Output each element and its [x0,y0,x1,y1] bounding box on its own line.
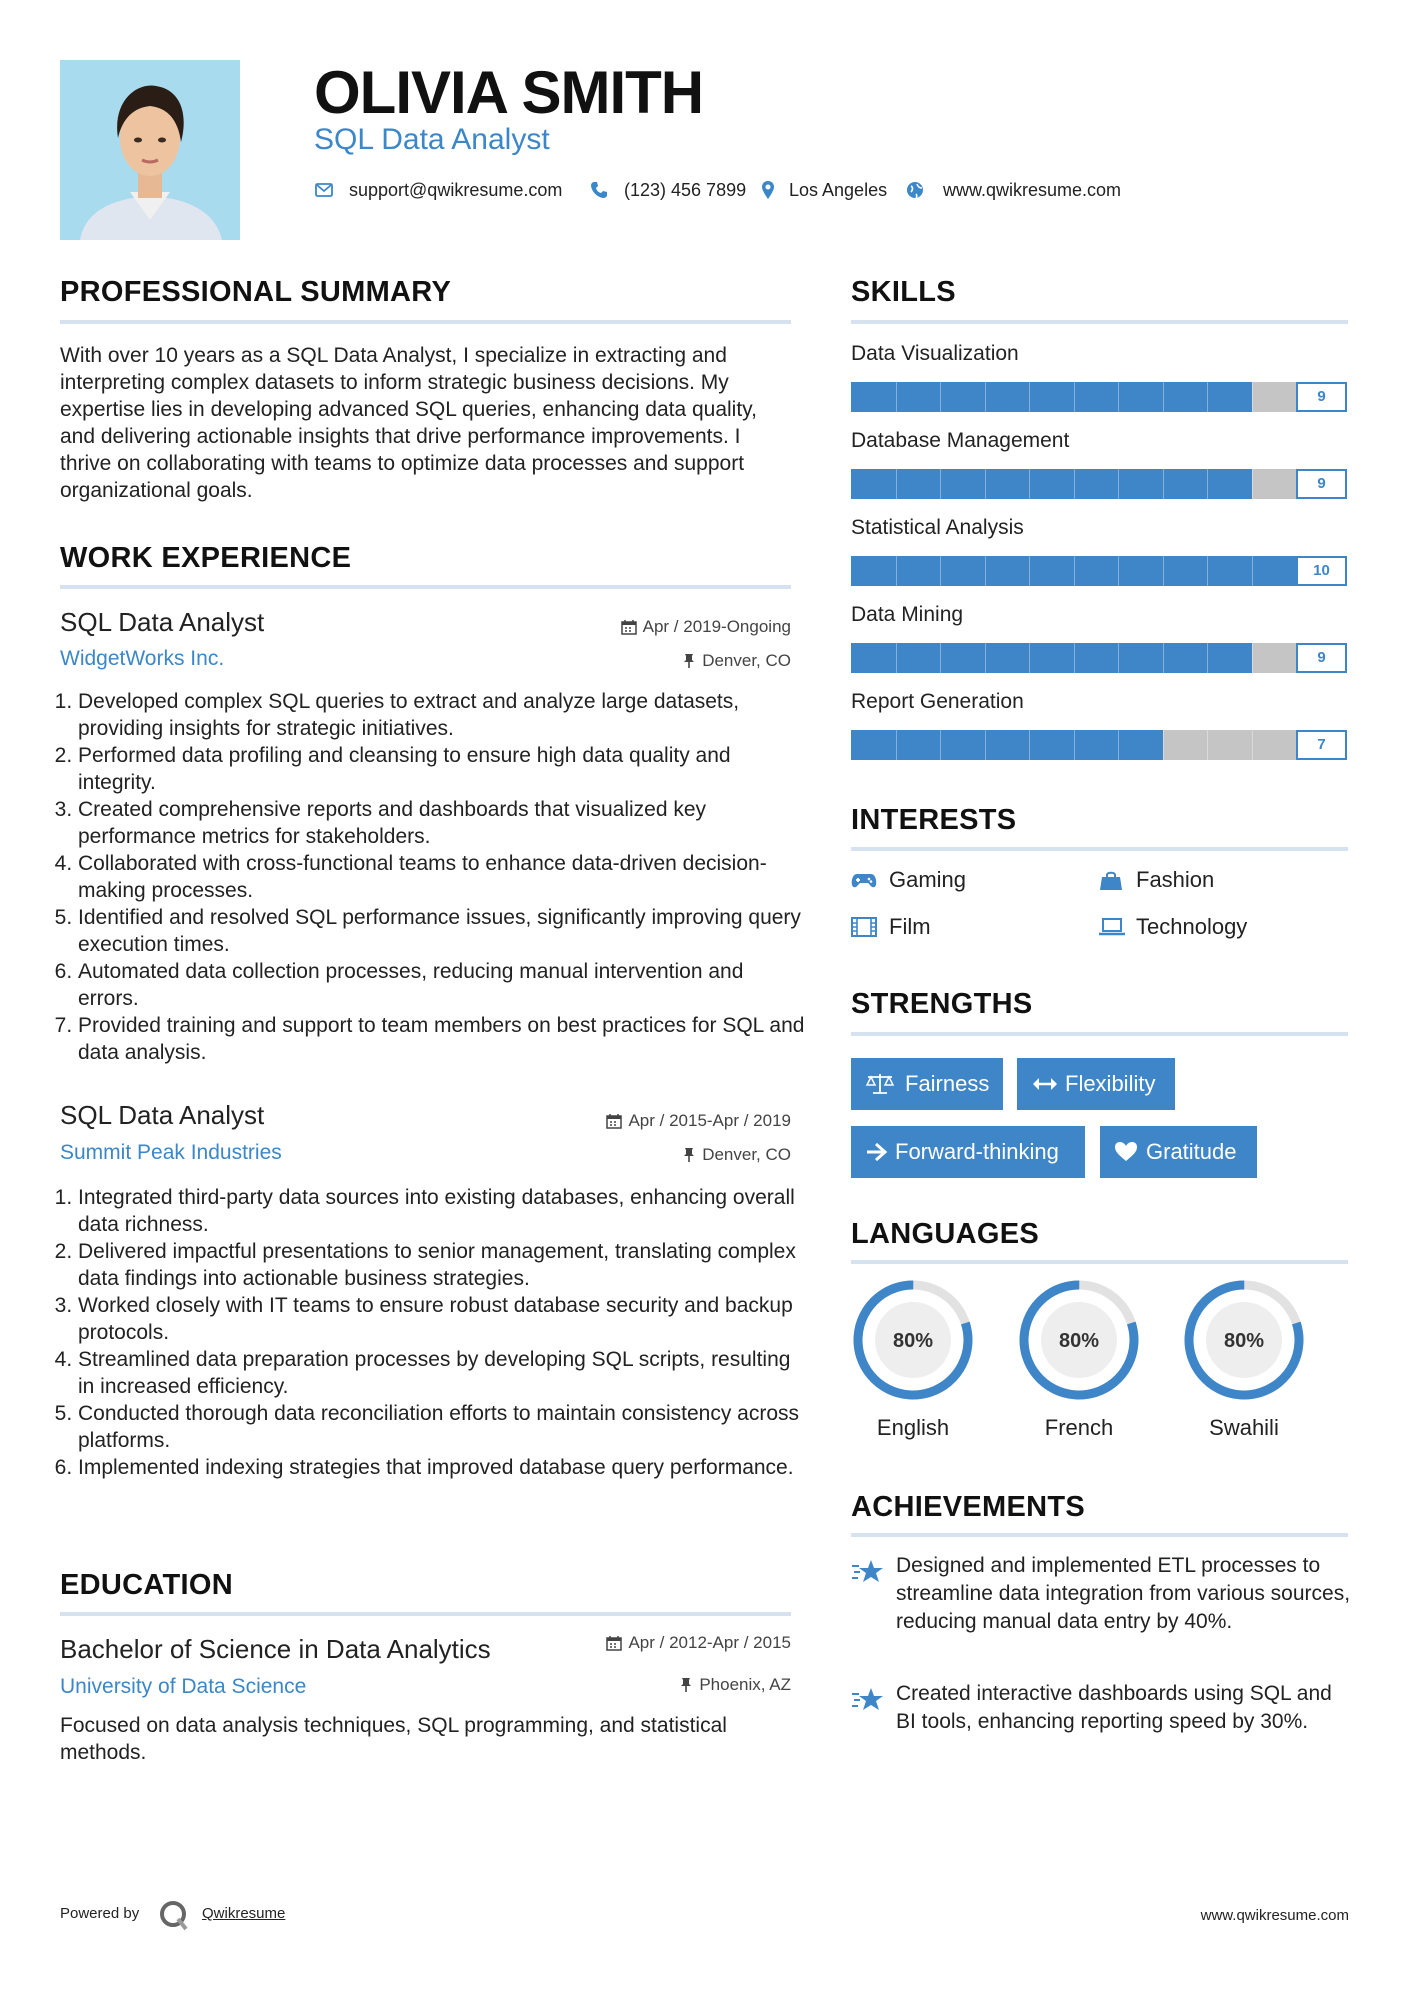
responsibility-item: 4. Collaborated with cross-functional teams to enhance data-driven decision-making processes. [78,850,808,904]
qwikresume-logo-icon [158,1899,190,1931]
profile-photo [60,60,240,240]
skill-level: 9 [1296,382,1347,412]
education-dates [606,1632,791,1654]
laptop-icon [1098,917,1126,937]
job-responsibilities [60,688,808,1066]
footer-url[interactable]: www.qwikresume.com [1200,1907,1349,1924]
skill-bar-divider [1074,730,1075,760]
skill-bar-divider [1074,556,1075,586]
skill-bar-fill [851,469,1252,499]
school-name: University of Data Science [60,1675,307,1698]
responsibility-item: 6. Implemented indexing strategies that improved database query performance. [78,1454,808,1481]
skill-bar-divider [985,556,986,586]
arrows-horizontal-icon [1031,1073,1059,1095]
job-responsibilities [60,1184,808,1481]
education-rule [60,1612,791,1616]
skill-level: 9 [1296,469,1347,499]
skill-bar-divider [1118,382,1119,412]
envelope-icon [314,180,334,200]
star-achievement-icon [851,1558,885,1586]
education-description: Focused on data analysis techniques, SQL programming, and statistical methods. [60,1714,727,1764]
achievements-heading: ACHIEVEMENTS [851,1491,1086,1523]
skill-bar-divider [940,469,941,499]
skill-bar-divider [1029,643,1030,673]
skill-bar-divider [1252,643,1253,673]
interests-heading: INTERESTS [851,804,1017,836]
arrow-right-icon [865,1141,889,1163]
skill-bar-divider [896,643,897,673]
skill-bar-divider [1252,382,1253,412]
job-location-text: Denver, CO [702,651,791,670]
calendar-icon [606,1113,622,1129]
skill-bar-divider [1252,556,1253,586]
skill-bar-divider [1118,730,1119,760]
skill-bar-divider [1074,469,1075,499]
skill-level: 9 [1296,643,1347,673]
skill-bar-fill [851,382,1252,412]
strength-tag-fairness [851,1058,1003,1110]
skill-name: Data Mining [851,603,964,626]
skill-bar-divider [1074,382,1075,412]
skill-bar [851,556,1347,586]
responsibility-item: 4. Streamlined data preparation processes by developing SQL scripts, resulting in increased efficiency. [78,1346,808,1400]
pin-icon [682,1147,696,1163]
skill-name: Database Management [851,429,1070,452]
candidate-name: OLIVIA SMITH [314,59,704,126]
skill-bar-divider [1074,643,1075,673]
skill-bar-divider [1029,469,1030,499]
skill-bar-divider [1029,382,1030,412]
education-location [679,1674,791,1696]
languages-rule [851,1260,1348,1264]
skill-bar-divider [1163,643,1164,673]
skill-level: 10 [1296,556,1347,586]
skill-bar-divider [896,382,897,412]
language-percent: 80% [1223,1330,1265,1352]
responsibility-item: 1. Integrated third-party data sources into existing databases, enhancing overall data richness. [78,1184,808,1238]
skill-level: 7 [1296,730,1347,760]
skill-bar-divider [940,730,941,760]
language-name: English [876,1415,950,1440]
languages-heading: LANGUAGES [851,1218,1039,1250]
skill-bar-divider [1163,556,1164,586]
responsibility-item: 1. Developed complex SQL queries to extract and analyze large datasets, providing insights for strategic initiatives. [78,688,808,742]
globe-icon [905,180,925,200]
achievement-item: Designed and implemented ETL processes to streamline data integration from various sources, reducing manual data entry by 40%. [896,1554,1351,1633]
achievements-rule [851,1533,1348,1537]
skills-heading: SKILLS [851,276,956,308]
skill-bar [851,469,1347,499]
language-name: Swahili [1209,1415,1279,1440]
skill-bar-fill [851,730,1163,760]
job-dates-text: Apr / 2015-Apr / 2019 [628,1111,791,1130]
powered-by-label: Powered by [60,1905,140,1922]
skill-bar [851,730,1347,760]
skill-bar-divider [1118,469,1119,499]
skill-bar-divider [896,730,897,760]
gamepad-icon [851,870,877,890]
strength-label: Forward-thinking [895,1139,1059,1164]
achievement-item: Created interactive dashboards using SQL and BI tools, enhancing reporting speed by 30%. [896,1682,1332,1733]
skill-bar-divider [1207,469,1208,499]
responsibility-item: 5. Identified and resolved SQL performance issues, significantly improving query execution times. [78,904,808,958]
job-location [682,1144,791,1166]
map-pin-icon [758,180,778,200]
contact-location: Los Angeles [789,180,888,200]
interest-label: Gaming [889,867,967,892]
job-dates [621,616,791,638]
responsibility-item: 5. Conducted thorough data reconciliation efforts to maintain consistency across platforms. [78,1400,808,1454]
responsibility-item: 2. Delivered impactful presentations to senior management, translating complex data findings into actionable business strategies. [78,1238,808,1292]
skill-bar-divider [1029,730,1030,760]
strength-tag-forward-thinking [851,1126,1085,1178]
skill-bar-divider [1118,556,1119,586]
balance-scale-icon [865,1073,895,1095]
strengths-rule [851,1032,1348,1036]
skill-bar-divider [1118,643,1119,673]
job-title: SQL Data Analyst [60,607,265,637]
phone-icon [589,180,609,200]
calendar-icon [606,1635,622,1651]
skill-bar [851,643,1347,673]
responsibility-item: 6. Automated data collection processes, reducing manual intervention and errors. [78,958,808,1012]
strength-label: Flexibility [1065,1071,1156,1096]
skill-name: Data Visualization [851,342,1019,365]
job-location [682,650,791,672]
skill-bar-divider [1163,730,1164,760]
skills-rule [851,320,1348,324]
pin-icon [682,653,696,669]
skill-bar-divider [1207,730,1208,760]
skill-bar-divider [896,556,897,586]
experience-heading: WORK EXPERIENCE [60,542,352,574]
skill-bar-divider [985,730,986,760]
language-name: French [1044,1415,1114,1440]
contact-website[interactable]: www.qwikresume.com [943,180,1122,200]
experience-rule [60,585,791,589]
strengths-heading: STRENGTHS [851,988,1033,1020]
skill-bar-divider [985,382,986,412]
strength-label: Fairness [905,1071,990,1096]
job-company: WidgetWorks Inc. [60,647,225,670]
skill-bar [851,382,1347,412]
strength-label: Gratitude [1146,1139,1237,1164]
skill-bar-divider [985,469,986,499]
interest-label: Fashion [1136,867,1215,892]
heart-icon [1114,1141,1138,1163]
summary-heading: PROFESSIONAL SUMMARY [60,276,452,308]
responsibility-item: 7. Provided training and support to team members on best practices for SQL and data analysis. [78,1012,808,1066]
degree-title: Bachelor of Science in Data Analytics [60,1634,491,1664]
skill-bar-divider [1029,556,1030,586]
skill-bar-fill [851,643,1252,673]
language-percent: 80% [892,1330,934,1352]
job-dates [606,1110,791,1132]
responsibility-item: 2. Performed data profiling and cleansing to ensure high data quality and integrity. [78,742,808,796]
job-company: Summit Peak Industries [60,1141,282,1164]
skill-bar-divider [1163,469,1164,499]
strength-tag-gratitude [1100,1126,1257,1178]
job-location-text: Denver, CO [702,1145,791,1164]
education-dates-text: Apr / 2012-Apr / 2015 [628,1633,791,1652]
skill-bar-divider [1207,382,1208,412]
candidate-role: SQL Data Analyst [314,123,550,156]
contact-phone[interactable]: (123) 456 7899 [624,180,747,200]
summary-rule [60,320,791,324]
skill-bar-divider [1252,730,1253,760]
qwikresume-link[interactable]: Qwikresume [202,1905,286,1922]
interest-label: Technology [1136,914,1248,939]
education-location-text: Phoenix, AZ [699,1675,791,1694]
language-percent: 80% [1058,1330,1100,1352]
interest-label: Film [889,914,931,939]
summary-text: With over 10 years as a SQL Data Analyst, I specialize in extracting and interpreting complex datasets to inform strategic business decisions. My expertise lies in developing advanced SQL queries, enhancing data quality, and delivering actionable insights that drive performance improvements. I thrive on collaborating with teams to optimize data processes and support organizational goals. [60,344,757,502]
shopping-bag-icon [1098,870,1124,892]
skill-bar-divider [985,643,986,673]
contact-email[interactable]: support@qwikresume.com [349,180,563,200]
skill-bar-divider [940,382,941,412]
skill-bar-divider [1207,556,1208,586]
star-achievement-icon [851,1686,885,1714]
job-dates-text: Apr / 2019-Ongoing [642,617,791,636]
education-heading: EDUCATION [60,1569,233,1601]
skill-bar-divider [1252,469,1253,499]
pin-icon [679,1677,693,1693]
language-ring [1182,1278,1306,1402]
skill-name: Statistical Analysis [851,516,1024,539]
skill-bar-divider [896,469,897,499]
language-ring [851,1278,975,1402]
skill-bar-divider [940,556,941,586]
strength-tag-flexibility [1017,1058,1175,1110]
skill-bar-divider [1207,643,1208,673]
responsibility-item: 3. Worked closely with IT teams to ensure robust database security and backup protocols. [78,1292,808,1346]
job-title: SQL Data Analyst [60,1100,265,1130]
film-icon [851,917,877,937]
skill-bar-divider [940,643,941,673]
skill-bar-divider [1163,382,1164,412]
calendar-icon [621,619,637,635]
skill-name: Report Generation [851,690,1024,713]
interests-rule [851,847,1348,851]
language-ring [1017,1278,1141,1402]
responsibility-item: 3. Created comprehensive reports and dashboards that visualized key performance metrics for stakeholders. [78,796,808,850]
